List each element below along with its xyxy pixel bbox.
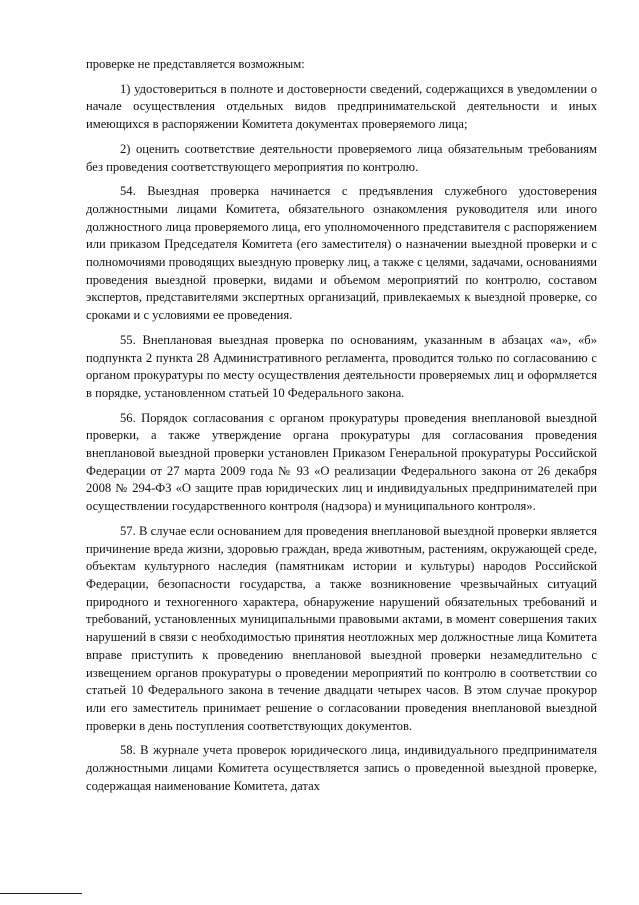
paragraph-54: 54. Выездная проверка начинается с предъявления служебного удостоверения должностными лицами Комитета, обязательного ознакомления руководителя или иного должностного лица проверяемого лица, его уполномоченного представителя с распоряжением или приказом Председателя Комитета (его заместителя) о назначении выездной проверки и с полномочиями проводящих выездную проверку лиц, а также с целями, задачами, основаниями проведения выездной проверки, видами и объемом мероприятий по контролю, составом экспертов, представителями экспертных организаций, привлекаемых к выездной проверке, со сроками и с условиями ее проведения. — [86, 184, 597, 323]
paragraph-57: 57. В случае если основанием для проведения внеплановой выездной проверки является причинение вреда жизни, здоровью граждан, вреда животным, растениям, окружающей среде, объектам культурного наследия (памятникам истории и культуры) народов Российской Федерации, безопасности государства, а также возникновение чрезвычайных ситуаций природного и техногенного характера, обнаружение нарушений обязательных требований и требований, установленных муниципальными правовыми актами, в момент совершения таких нарушений в связи с необходимостью принятия неотложных мер должностные лица Комитета вправе приступить к проведению внеплановой выездной проверки незамедлительно с извещением органов прокуратуры о проведении мероприятий по контролю в соответствии со статьей 10 Федерального закона в течение двадцати четырех часов. В этом случае прокурор или его заместитель принимает решение о согласовании проведения внеплановой выездной проверки в день поступления соответствующих документов. — [86, 523, 597, 733]
paragraph-item-2: 2) оценить соответствие деятельности проверяемого лица обязательным требованиям без проведения соответствующего мероприятия по контролю. — [86, 141, 597, 174]
paragraph-55: 55. Внеплановая выездная проверка по основаниям, указанным в абзацах «а», «б» подпункта 2 пункта 28 Административного регламента, проводится только по согласованию с органом прокуратуры по месту осуществления деятельности проверяемых лиц и оформляется в порядке, установленном статьей 10 Федерального закона. — [86, 332, 597, 400]
paragraph-item-1: 1) удостовериться в полноте и достоверности сведений, содержащихся в уведомлении о начале осуществления отдельных видов предпринимательской деятельности и иных имеющихся в распоряжении Комитета документах проверяемого лица; — [86, 81, 597, 132]
paragraph-58: 58. В журнале учета проверок юридического лица, индивидуального предпринимателя должностными лицами Комитета осуществляется запись о проведенной выездной проверке, содержащая наименование Комитета, датах — [86, 743, 597, 793]
paragraph-continuation: проверке не представляется возможным: — [86, 57, 305, 71]
paragraph-56: 56. Порядок согласования с органом прокуратуры проведения внеплановой выездной проверки, а также утверждение органа прокуратуры для согласования проведения внеплановой выездной проверки установлен Приказом Генеральной прокуратуры Российской Федерации от 27 марта 2009 года № 93 «О реализации Федерального закона от 26 декабря 2008 № 294-ФЗ «О защите прав юридических лиц и индивидуальных предпринимателей при осуществлении государственного контроля (надзора) и муниципального контроля». — [86, 410, 597, 514]
page-edge-line — [0, 893, 82, 894]
document-page — [86, 56, 597, 802]
